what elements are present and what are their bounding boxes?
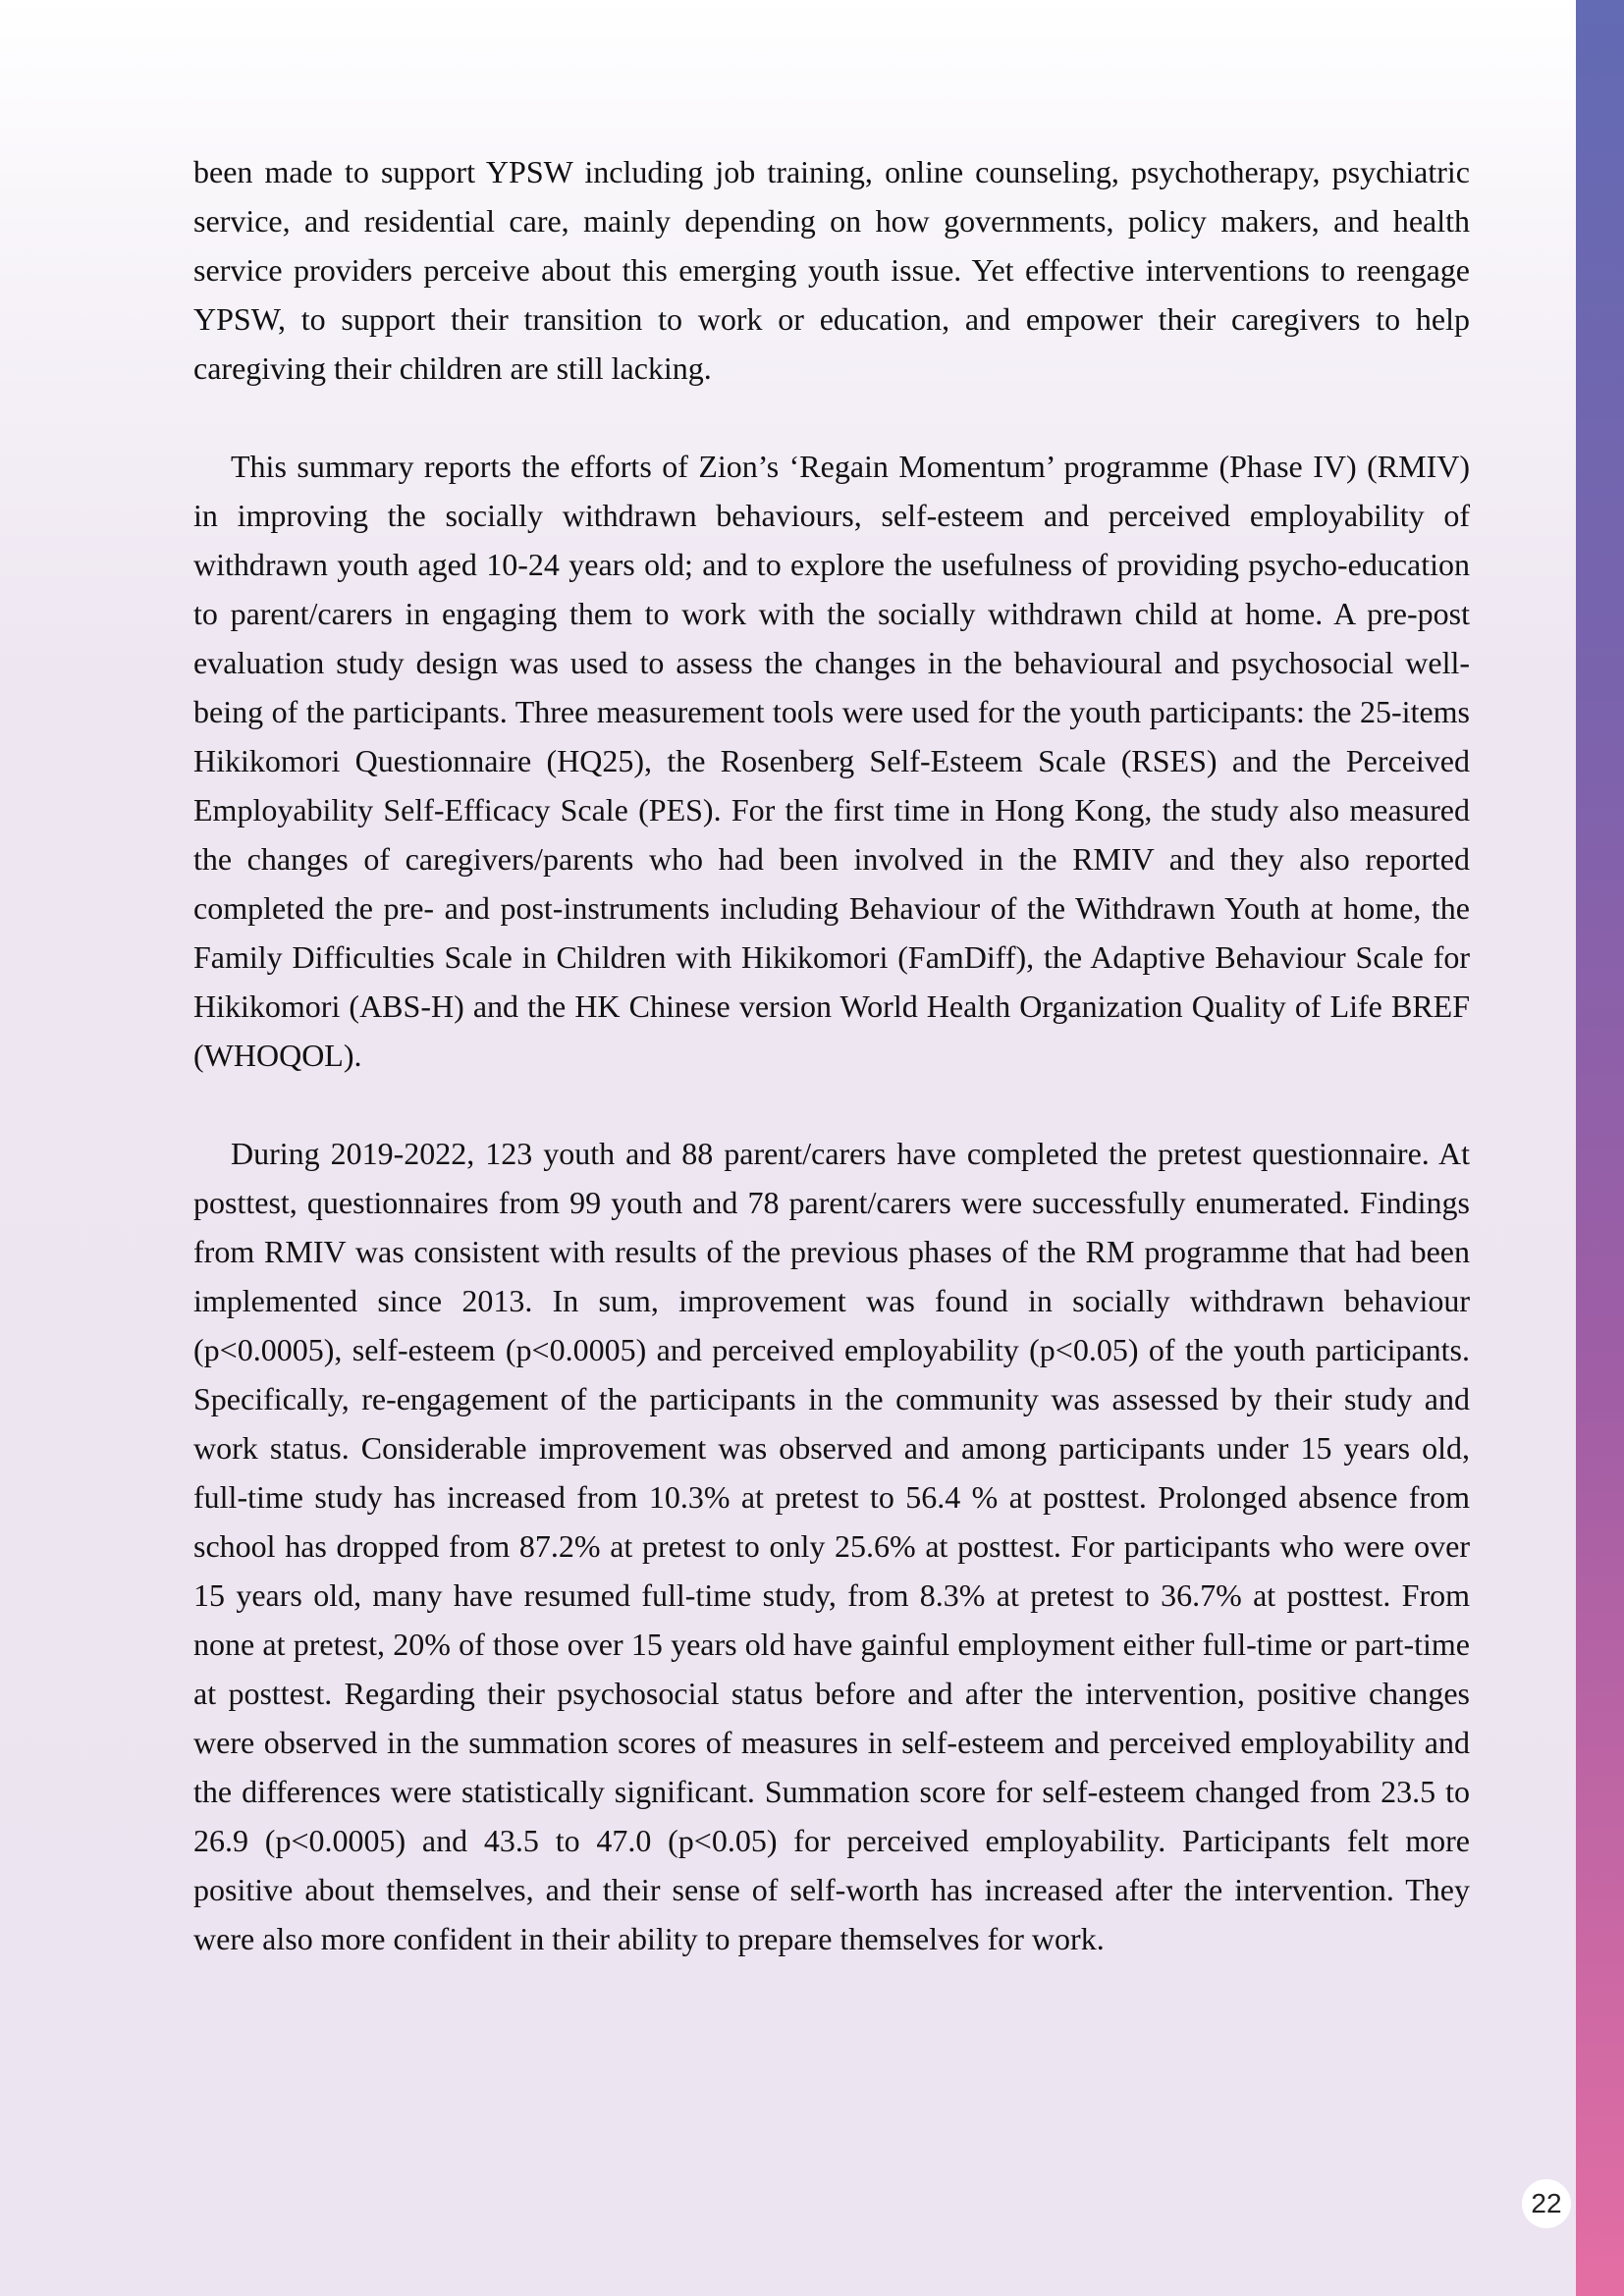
- paragraph-study-findings: During 2019-2022, 123 youth and 88 parent/carers have completed the pretest questionnaire. At posttest, questionnaires from 99 youth and 78 parent/carers were successfully enumerated. Findings from RMIV was consistent with results of the previous phases of the RM programme that had been implemented since 2013. In sum, improvement was found in socially withdrawn behaviour (p<0.0005), self-esteem (p<0.0005) and perceived employability (p<0.05) of the youth participants. Specifically, re-engagement of the participants in the community was assessed by their study and work status. Considerable improvement was observed and among participants under 15 years old, full-time study has increased from 10.3% at pretest to 56.4 % at posttest. Prolonged absence from school has dropped from 87.2% at pretest to only 25.6% at posttest. For participants who were over 15 years old, many have resumed full-time study, from 8.3% at pretest to 36.7% at posttest. From none at pretest, 20% of those over 15 years old have gainful employment either full-time or part-time at posttest. Regarding their psychosocial status before and after the intervention, positive changes were observed in the summation scores of measures in self-esteem and perceived employability and the differences were statistically significant. Summation score for self-esteem changed from 23.5 to 26.9 (p<0.0005) and 43.5 to 47.0 (p<0.05) for perceived employability. Participants felt more positive about themselves, and their sense of self-worth has increased after the intervention. They were also more confident in their ability to prepare themselves for work.: [193, 1136, 1470, 1956]
- page-number-badge: 22: [1522, 2179, 1571, 2228]
- decorative-side-strip: [1576, 0, 1624, 2296]
- paragraph-continued-intro: been made to support YPSW including job training, online counseling, psychotherapy, psychiatric service, and residential care, mainly depending on how governments, policy makers, and health service providers perceive about this emerging youth issue. Yet effective interventions to reengage YPSW, to support their transition to work or education, and empower their caregivers to help caregiving their children are still lacking.: [193, 154, 1470, 386]
- document-body: [193, 147, 1470, 1963]
- paragraph-programme-summary: This summary reports the efforts of Zion’s ‘Regain Momentum’ programme (Phase IV) (RMIV) in improving the socially withdrawn behaviours, self-esteem and perceived employability of withdrawn youth aged 10-24 years old; and to explore the usefulness of providing psycho-education to parent/carers in engaging them to work with the socially withdrawn child at home. A pre-post evaluation study design was used to assess the changes in the behavioural and psychosocial well-being of the participants. Three measurement tools were used for the youth participants: the 25-items Hikikomori Questionnaire (HQ25), the Rosenberg Self-Esteem Scale (RSES) and the Perceived Employability Self-Efficacy Scale (PES). For the first time in Hong Kong, the study also measured the changes of caregivers/parents who had been involved in the RMIV and they also reported completed the pre- and post-instruments including Behaviour of the Withdrawn Youth at home, the Family Difficulties Scale in Children with Hikikomori (FamDiff), the Adaptive Behaviour Scale for Hikikomori (ABS-H) and the HK Chinese version World Health Organization Quality of Life BREF (WHOQOL).: [193, 449, 1470, 1073]
